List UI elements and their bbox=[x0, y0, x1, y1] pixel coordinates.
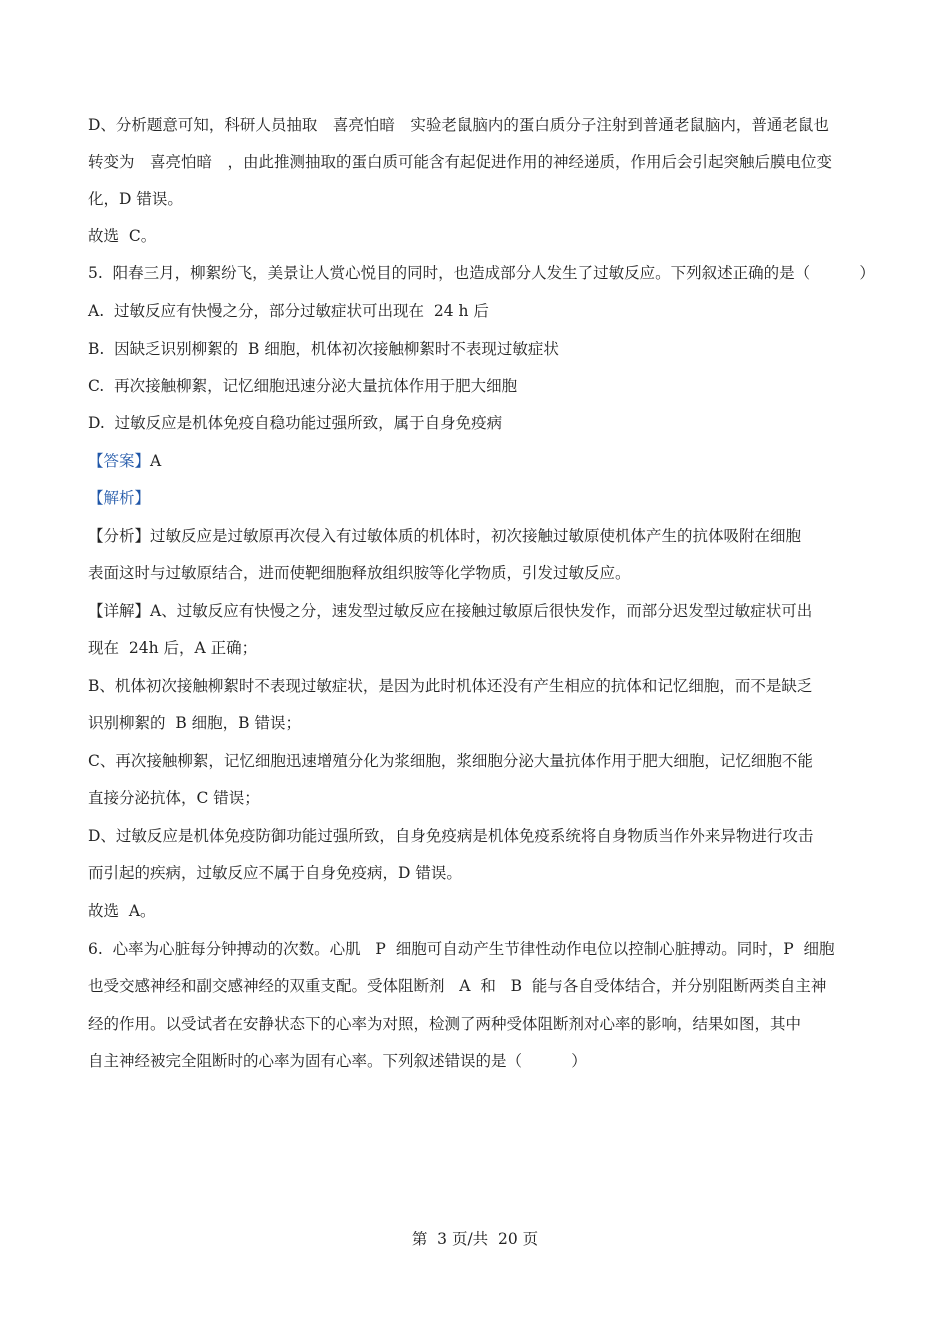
q4-d-line-1: D、分析题意可知，科研人员抽取 喜亮怕暗 实验老鼠脑内的蛋白质分子注射到普通老鼠脑内，普通老鼠也 bbox=[88, 116, 829, 134]
q5-option-b: B. 因缺乏识别柳絮的 B 细胞，机体初次接触柳絮时不表现过敏症状 bbox=[88, 340, 559, 358]
q5-stem: 5. 阳春三月，柳絮纷飞，美景让人赏心悦目的同时，也造成部分人发生了过敏反应。下列叙述正确的是（ ） bbox=[88, 264, 875, 282]
q6-line-2: 也受交感神经和副交感神经的双重支配。受体阻断剂 A 和 B 能与各自受体结合，并分别阻断两类自主神 bbox=[88, 977, 827, 995]
q4-d-line-2: 转变为 喜亮怕暗 ，由此推测抽取的蛋白质可能含有起促进作用的神经递质，作用后会引起突触后膜电位变 bbox=[88, 153, 833, 171]
q5-option-a: A. 过敏反应有快慢之分，部分过敏症状可出现在 24 h 后 bbox=[88, 302, 489, 320]
q5-detail-line-3: B、机体初次接触柳絮时不表现过敏症状，是因为此时机体还没有产生相应的抗体和记忆细胞，而不是缺乏 bbox=[88, 677, 813, 695]
q5-conclusion: 故选 A。 bbox=[88, 902, 156, 920]
q6-line-1: 6. 心率为心脏每分钟搏动的次数。心肌 P 细胞可自动产生节律性动作电位以控制心脏搏动。同时，P 细胞 bbox=[88, 940, 835, 958]
answer-label: 【答案】 bbox=[88, 452, 151, 470]
q5-detail-line-4: 识别柳絮的 B 细胞，B 错误； bbox=[88, 714, 301, 732]
q5-detail-line-2: 现在 24h 后，A 正确； bbox=[88, 639, 258, 657]
q5-detail-line-8: 而引起的疾病，过敏反应不属于自身免疫病，D 错误。 bbox=[88, 864, 462, 882]
q4-d-line-3: 化，D 错误。 bbox=[88, 190, 183, 208]
q6-line-4: 自主神经被完全阻断时的心率为固有心率。下列叙述错误的是（ ） bbox=[88, 1052, 587, 1070]
q5-answer bbox=[88, 451, 888, 471]
q5-option-c: C. 再次接触柳絮，记忆细胞迅速分泌大量抗体作用于肥大细胞 bbox=[88, 377, 518, 395]
q4-conclusion: 故选 C。 bbox=[88, 227, 157, 245]
q5-detail-line-6: 直接分泌抗体，C 错误； bbox=[88, 789, 260, 807]
answer-value: A bbox=[150, 452, 162, 470]
q5-analysis-line-1: 【分析】过敏反应是过敏原再次侵入有过敏体质的机体时，初次接触过敏原使机体产生的抗体吸附在细胞 bbox=[88, 527, 802, 545]
q5-option-d: D. 过敏反应是机体免疫自稳功能过强所致，属于自身免疫病 bbox=[88, 414, 503, 432]
q5-analysis-line-2: 表面这时与过敏原结合，进而使靶细胞释放组织胺等化学物质，引发过敏反应。 bbox=[88, 564, 631, 582]
q5-detail-line-7: D、过敏反应是机体免疫防御功能过强所致，自身免疫病是机体免疫系统将自身物质当作外来异物进行攻击 bbox=[88, 827, 814, 845]
q5-analysis-label: 【解析】 bbox=[88, 489, 151, 507]
q5-detail-line-5: C、再次接触柳絮，记忆细胞迅速增殖分化为浆细胞，浆细胞分泌大量抗体作用于肥大细胞，记忆细胞不能 bbox=[88, 752, 813, 770]
page-number-footer: 第 3 页/共 20 页 bbox=[411, 1230, 539, 1248]
q5-detail-line-1: 【详解】A、过敏反应有快慢之分，速发型过敏反应在接触过敏原后很快发作，而部分迟发型过敏症状可出 bbox=[88, 602, 813, 620]
q6-line-3: 经的作用。以受试者在安静状态下的心率为对照，检测了两种受体阻断剂对心率的影响，结果如图，其中 bbox=[88, 1015, 802, 1033]
